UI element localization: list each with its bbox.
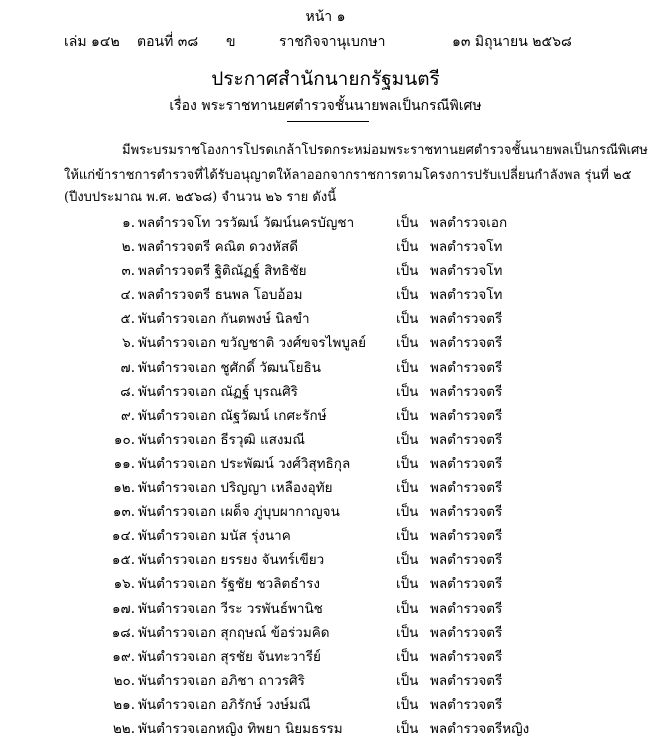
section-label: ข bbox=[226, 34, 236, 50]
entry-connector: เป็น bbox=[396, 624, 419, 641]
list-item bbox=[0, 280, 651, 304]
entry-number: ๑๓. bbox=[112, 504, 135, 521]
publication-date: ๑๓ มิถุนายน ๒๕๖๘ bbox=[452, 34, 572, 50]
entry-name: พันตำรวจเอก ประพัฒน์ วงศ์วิสุทธิกุล bbox=[138, 455, 351, 472]
volume-label: เล่ม ๑๔๒ bbox=[64, 34, 120, 50]
entry-rank: พลตำรวจตรี bbox=[430, 624, 503, 641]
body-line-1: มีพระบรมราชโองการโปรดเกล้าโปรดกระหม่อมพระราชทานยศตำรวจชั้นนายพลเป็นกรณีพิเศษ bbox=[122, 143, 648, 158]
entry-name: พันตำรวจเอก ณัฐวัฒน์ เกศะรักษ์ bbox=[138, 407, 327, 424]
entry-connector: เป็น bbox=[396, 504, 419, 521]
entry-rank: พลตำรวจตรี bbox=[430, 407, 503, 424]
list-item bbox=[0, 714, 651, 738]
entry-connector: เป็น bbox=[396, 672, 419, 689]
entry-rank: พลตำรวจตรี bbox=[430, 335, 503, 352]
list-item bbox=[0, 401, 651, 425]
entry-name: พันตำรวจเอก ปริญญา เหลืองอุทัย bbox=[138, 480, 333, 497]
list-item bbox=[0, 666, 651, 690]
entry-connector: เป็น bbox=[396, 311, 419, 328]
entry-number: ๑๐. bbox=[113, 431, 135, 448]
entry-rank: พลตำรวจตรี bbox=[430, 504, 503, 521]
list-item bbox=[0, 545, 651, 569]
list-item bbox=[0, 569, 651, 593]
list-item bbox=[0, 690, 651, 714]
entry-number: ๗. bbox=[120, 359, 135, 376]
entry-number: ๑๙. bbox=[112, 648, 135, 665]
entry-connector: เป็น bbox=[396, 359, 419, 376]
entry-connector: เป็น bbox=[396, 431, 419, 448]
entry-name: พันตำรวจเอก ขวัญชาติ วงศ์ขจรไพบูลย์ bbox=[138, 335, 367, 352]
entry-number: ๖. bbox=[122, 335, 135, 352]
entry-name: พลตำรวจตรี ธนพล โอบอ้อม bbox=[138, 287, 303, 304]
list-item bbox=[0, 618, 651, 642]
entry-number: ๙. bbox=[120, 407, 135, 424]
entry-number: ๒. bbox=[121, 239, 135, 256]
list-item bbox=[0, 473, 651, 497]
entry-name: พลตำรวจโท วรวัฒน์ วัฒน์นครบัญชา bbox=[138, 215, 355, 231]
entry-name: พันตำรวจเอกหญิง ทิพยา นิยมธรรม bbox=[138, 720, 343, 737]
list-item bbox=[0, 377, 651, 401]
entry-connector: เป็น bbox=[396, 455, 419, 472]
entry-name: พลตำรวจตรี ฐิติณัฏฐ์ สิทธิชัย bbox=[138, 263, 307, 280]
page-number: หน้า ๑ bbox=[305, 9, 346, 25]
entry-name: พันตำรวจเอก ชูศักดิ์ วัฒนโยธิน bbox=[138, 359, 322, 376]
list-item bbox=[0, 449, 651, 473]
entry-rank: พลตำรวจตรี bbox=[430, 528, 503, 545]
entry-rank: พลตำรวจโท bbox=[430, 263, 503, 280]
entry-name: พันตำรวจเอก มนัส รุ่งนาค bbox=[138, 528, 291, 545]
entry-number: ๑๑. bbox=[113, 455, 135, 472]
issue-label: ตอนที่ ๓๘ bbox=[137, 34, 199, 50]
entry-rank: พลตำรวจตรี bbox=[430, 311, 503, 328]
entry-connector: เป็น bbox=[396, 576, 419, 593]
list-item bbox=[0, 304, 651, 328]
entry-number: ๑๗. bbox=[111, 600, 135, 617]
entry-number: ๕. bbox=[120, 311, 135, 328]
entry-connector: เป็น bbox=[396, 215, 419, 231]
entry-name: พันตำรวจเอก วีระ วรพันธ์พานิช bbox=[138, 600, 323, 617]
appointment-list bbox=[0, 208, 651, 738]
entry-number: ๒๑. bbox=[113, 696, 135, 713]
entry-rank: พลตำรวจโท bbox=[430, 239, 503, 256]
entry-number: ๒๐. bbox=[113, 672, 135, 689]
entry-connector: เป็น bbox=[396, 383, 419, 400]
list-item bbox=[0, 256, 651, 280]
entry-rank: พลตำรวจเอก bbox=[430, 215, 508, 231]
list-item bbox=[0, 208, 651, 232]
entry-number: ๑๔. bbox=[111, 528, 135, 545]
entry-rank: พลตำรวจตรี bbox=[430, 383, 503, 400]
entry-name: พันตำรวจเอก ธีรวุฒิ แสงมณี bbox=[138, 431, 305, 448]
entry-number: ๑๕. bbox=[111, 552, 135, 569]
entry-rank: พลตำรวจตรี bbox=[430, 672, 503, 689]
entry-rank: พลตำรวจตรี bbox=[430, 480, 503, 497]
entry-connector: เป็น bbox=[396, 287, 419, 304]
entry-connector: เป็น bbox=[396, 552, 419, 569]
entry-name: พันตำรวจเอก ณัฏฐ์ บุรณศิริ bbox=[138, 383, 298, 400]
entry-connector: เป็น bbox=[396, 335, 419, 352]
entry-rank: พลตำรวจตรี bbox=[430, 600, 503, 617]
list-item bbox=[0, 521, 651, 545]
body-line-2: ให้แก่ข้าราชการตำรวจที่ได้รับอนุญาตให้ลาออกจากราชการตามโครงการปรับเปลี่ยนกำลังพล รุ่นที่ ๒๕ bbox=[64, 168, 632, 183]
entry-number: ๑๖. bbox=[113, 576, 135, 593]
entry-connector: เป็น bbox=[396, 407, 419, 424]
list-item bbox=[0, 425, 651, 449]
entry-rank: พลตำรวจตรี bbox=[430, 696, 503, 713]
entry-name: พันตำรวจเอก ยรรยง จันทร์เขียว bbox=[138, 552, 325, 569]
gazette-name: ราชกิจจานุเบกษา bbox=[279, 34, 386, 50]
body-line-3: (ปีงบประมาณ พ.ศ. ๒๕๖๘) จำนวน ๒๖ ราย ดังนี้ bbox=[64, 190, 337, 205]
entry-connector: เป็น bbox=[396, 480, 419, 497]
entry-name: พันตำรวจเอก สุรชัย จันทะวารีย์ bbox=[138, 648, 321, 665]
entry-name: พันตำรวจเอก อภิรักษ์ วงษ์มณี bbox=[138, 696, 311, 713]
list-item bbox=[0, 642, 651, 666]
announcement-subject: เรื่อง พระราชทานยศตำรวจชั้นนายพลเป็นกรณีพิเศษ bbox=[169, 98, 482, 114]
entry-name: พันตำรวจเอก เผด็จ ภู่บุบผากาญจน bbox=[138, 504, 340, 521]
entry-connector: เป็น bbox=[396, 600, 419, 617]
entry-name: พันตำรวจเอก รัฐชัย ชวลิตธำรง bbox=[138, 576, 320, 593]
entry-connector: เป็น bbox=[396, 263, 419, 280]
entry-number: ๓. bbox=[121, 263, 135, 280]
entry-rank: พลตำรวจตรี bbox=[430, 455, 503, 472]
list-item bbox=[0, 328, 651, 352]
list-item bbox=[0, 232, 651, 256]
entry-number: ๒๒. bbox=[112, 720, 135, 737]
list-item bbox=[0, 497, 651, 521]
entry-number: ๘. bbox=[120, 383, 135, 400]
entry-connector: เป็น bbox=[396, 239, 419, 256]
entry-name: พันตำรวจเอก สุกฤษณ์ ข้อร่วมคิด bbox=[138, 624, 330, 641]
list-item bbox=[0, 594, 651, 618]
entry-name: พลตำรวจตรี คณิต ดวงหัสดี bbox=[138, 239, 299, 256]
entry-number: ๑. bbox=[122, 215, 135, 231]
entry-rank: พลตำรวจตรี bbox=[430, 552, 503, 569]
entry-rank: พลตำรวจตรีหญิง bbox=[430, 720, 530, 737]
entry-number: ๑๘. bbox=[111, 624, 135, 641]
entry-connector: เป็น bbox=[396, 696, 419, 713]
entry-name: พันตำรวจเอก กันตพงษ์ นิลขำ bbox=[138, 311, 310, 328]
announcement-title: ประกาศสำนักนายกรัฐมนตรี bbox=[211, 68, 440, 90]
entry-connector: เป็น bbox=[396, 528, 419, 545]
title-divider bbox=[287, 121, 369, 122]
entry-connector: เป็น bbox=[396, 720, 419, 737]
entry-rank: พลตำรวจตรี bbox=[430, 648, 503, 665]
entry-name: พันตำรวจเอก อภิชา ถาวรศิริ bbox=[138, 672, 305, 689]
entry-rank: พลตำรวจตรี bbox=[430, 431, 503, 448]
entry-rank: พลตำรวจโท bbox=[430, 287, 503, 304]
entry-connector: เป็น bbox=[396, 648, 419, 665]
entry-rank: พลตำรวจตรี bbox=[430, 576, 503, 593]
entry-number: ๑๒. bbox=[113, 480, 135, 497]
list-item bbox=[0, 353, 651, 377]
entry-rank: พลตำรวจตรี bbox=[430, 359, 503, 376]
entry-number: ๔. bbox=[120, 287, 135, 304]
